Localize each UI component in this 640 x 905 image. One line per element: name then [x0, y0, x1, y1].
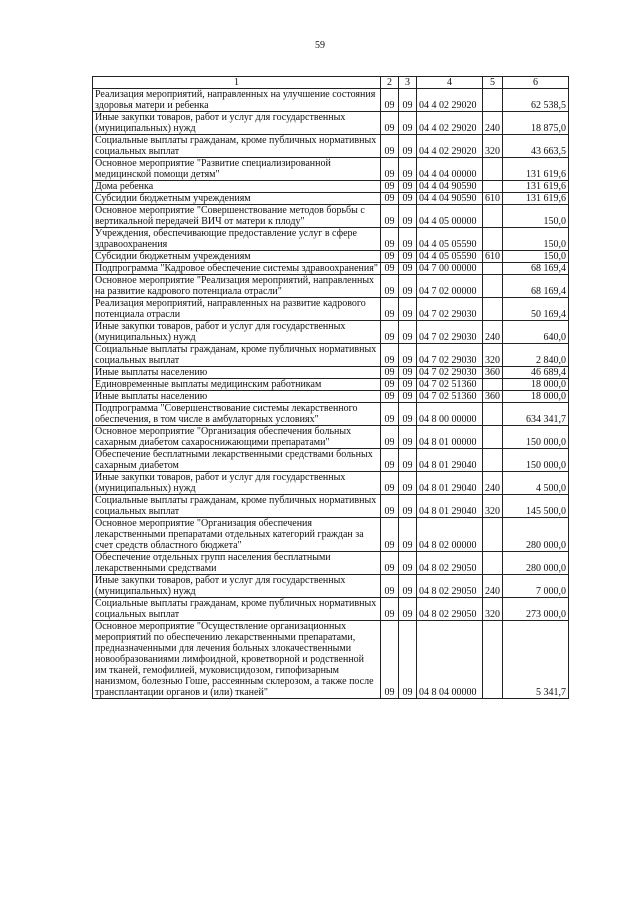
row-code: 04 4 05 00000	[417, 205, 483, 228]
row-name: Основное мероприятие "Развитие специализированной медицинской помощи детям"	[93, 158, 381, 181]
row-code: 04 7 02 51360	[417, 379, 483, 391]
page-number: 59	[315, 40, 325, 51]
table-row	[93, 518, 569, 552]
table-row	[93, 426, 569, 449]
row-name: Социальные выплаты гражданам, кроме публичных нормативных социальных выплат	[93, 495, 381, 518]
row-col-3: 09	[399, 298, 417, 321]
row-col-2: 09	[381, 181, 399, 193]
row-col-2: 09	[381, 275, 399, 298]
header-col-6: 6	[503, 77, 569, 89]
row-col-2: 09	[381, 367, 399, 379]
row-name: Основное мероприятие "Осуществление организационных мероприятий по обеспечению лекарственными препаратами, предназначенными для лечения больных злокачественными новообразованиями лимфоидной, кроветворной и родственной им тканей, гемофилией, муковисцидозом, гипофизарным нанизмом, болезнью Гоше, рассеянным склерозом, а также после трансплантации органов и (или) тканей"	[93, 621, 381, 699]
row-col-2: 09	[381, 263, 399, 275]
row-name: Иные закупки товаров, работ и услуг для государственных (муниципальных) нужд	[93, 112, 381, 135]
budget-table	[92, 76, 569, 699]
row-name: Учреждения, обеспечивающие предоставление услуг в сфере здравоохранения	[93, 228, 381, 251]
row-col-5	[483, 263, 503, 275]
row-code: 04 8 01 29040	[417, 472, 483, 495]
table-row	[93, 391, 569, 403]
row-col-2: 09	[381, 193, 399, 205]
row-col-3: 09	[399, 205, 417, 228]
row-col-5	[483, 552, 503, 575]
row-col-5	[483, 449, 503, 472]
table-row	[93, 321, 569, 344]
row-amount: 43 663,5	[503, 135, 569, 158]
row-col-5	[483, 228, 503, 251]
row-col-5	[483, 158, 503, 181]
row-col-3: 09	[399, 251, 417, 263]
row-amount: 7 000,0	[503, 575, 569, 598]
row-col-2: 09	[381, 518, 399, 552]
header-col-5: 5	[483, 77, 503, 89]
row-col-3: 09	[399, 228, 417, 251]
row-col-2: 09	[381, 449, 399, 472]
row-col-5: 240	[483, 472, 503, 495]
row-col-3: 09	[399, 552, 417, 575]
row-code: 04 8 01 29040	[417, 495, 483, 518]
row-col-3: 09	[399, 518, 417, 552]
row-col-2: 09	[381, 552, 399, 575]
header-col-2: 2	[381, 77, 399, 89]
row-col-2: 09	[381, 205, 399, 228]
row-col-5	[483, 181, 503, 193]
row-code: 04 4 02 29020	[417, 112, 483, 135]
row-name: Иные закупки товаров, работ и услуг для государственных (муниципальных) нужд	[93, 575, 381, 598]
row-code: 04 4 04 90590	[417, 193, 483, 205]
table-row	[93, 181, 569, 193]
row-col-2: 09	[381, 391, 399, 403]
row-amount: 280 000,0	[503, 552, 569, 575]
row-name: Иные закупки товаров, работ и услуг для государственных (муниципальных) нужд	[93, 321, 381, 344]
table-row	[93, 251, 569, 263]
row-col-3: 09	[399, 321, 417, 344]
row-amount: 68 169,4	[503, 275, 569, 298]
table-row	[93, 89, 569, 112]
row-col-3: 09	[399, 263, 417, 275]
row-name: Обеспечение бесплатными лекарственными средствами больных сахарным диабетом	[93, 449, 381, 472]
row-col-3: 09	[399, 275, 417, 298]
row-amount: 46 689,4	[503, 367, 569, 379]
row-code: 04 7 02 29030	[417, 321, 483, 344]
row-col-5	[483, 621, 503, 699]
row-col-5	[483, 205, 503, 228]
row-col-3: 09	[399, 158, 417, 181]
row-col-2: 09	[381, 321, 399, 344]
row-code: 04 8 02 29050	[417, 598, 483, 621]
table-row	[93, 449, 569, 472]
row-amount: 280 000,0	[503, 518, 569, 552]
row-amount: 640,0	[503, 321, 569, 344]
row-col-2: 09	[381, 426, 399, 449]
table-row	[93, 263, 569, 275]
row-code: 04 7 02 29030	[417, 367, 483, 379]
row-amount: 150,0	[503, 205, 569, 228]
header-col-1: 1	[93, 77, 381, 89]
row-amount: 634 341,7	[503, 403, 569, 426]
row-col-3: 09	[399, 112, 417, 135]
row-name: Дома ребенка	[93, 181, 381, 193]
row-code: 04 7 02 29030	[417, 344, 483, 367]
row-col-5: 360	[483, 391, 503, 403]
row-name: Субсидии бюджетным учреждениям	[93, 193, 381, 205]
row-amount: 131 619,6	[503, 158, 569, 181]
row-code: 04 7 02 51360	[417, 391, 483, 403]
table-row	[93, 158, 569, 181]
row-code: 04 7 02 29030	[417, 298, 483, 321]
row-amount: 131 619,6	[503, 193, 569, 205]
row-name: Реализация мероприятий, направленных на развитие кадрового потенциала отрасли	[93, 298, 381, 321]
row-code: 04 8 02 00000	[417, 518, 483, 552]
row-col-3: 09	[399, 472, 417, 495]
row-amount: 145 500,0	[503, 495, 569, 518]
row-name: Подпрограмма "Кадровое обеспечение системы здравоохранения"	[93, 263, 381, 275]
table-row	[93, 298, 569, 321]
row-col-2: 09	[381, 228, 399, 251]
table-row	[93, 379, 569, 391]
row-code: 04 8 04 00000	[417, 621, 483, 699]
header-col-4: 4	[417, 77, 483, 89]
row-col-3: 09	[399, 135, 417, 158]
row-amount: 50 169,4	[503, 298, 569, 321]
row-code: 04 8 01 29040	[417, 449, 483, 472]
row-col-2: 09	[381, 158, 399, 181]
row-code: 04 4 04 90590	[417, 181, 483, 193]
row-col-5: 320	[483, 135, 503, 158]
row-col-3: 09	[399, 426, 417, 449]
row-amount: 18 875,0	[503, 112, 569, 135]
row-code: 04 8 02 29050	[417, 575, 483, 598]
row-name: Социальные выплаты гражданам, кроме публичных нормативных социальных выплат	[93, 135, 381, 158]
row-col-2: 09	[381, 135, 399, 158]
row-col-5	[483, 403, 503, 426]
row-amount: 273 000,0	[503, 598, 569, 621]
row-col-2: 09	[381, 495, 399, 518]
row-amount: 150 000,0	[503, 426, 569, 449]
row-col-2: 09	[381, 472, 399, 495]
row-amount: 18 000,0	[503, 379, 569, 391]
row-name: Основное мероприятие "Реализация мероприятий, направленных на развитие кадрового потенциала отрасли"	[93, 275, 381, 298]
row-name: Социальные выплаты гражданам, кроме публичных нормативных социальных выплат	[93, 344, 381, 367]
row-amount: 5 341,7	[503, 621, 569, 699]
row-code: 04 4 05 05590	[417, 228, 483, 251]
table-row	[93, 344, 569, 367]
row-col-3: 09	[399, 621, 417, 699]
row-amount: 150,0	[503, 228, 569, 251]
table-header-row	[93, 77, 569, 89]
row-col-5: 360	[483, 367, 503, 379]
table-row	[93, 495, 569, 518]
row-col-3: 09	[399, 495, 417, 518]
table-row	[93, 472, 569, 495]
row-col-5	[483, 426, 503, 449]
row-col-5: 240	[483, 112, 503, 135]
row-name: Подпрограмма "Совершенствование системы лекарственного обеспечения, в том числе в амбулаторных условиях"	[93, 403, 381, 426]
row-amount: 2 840,0	[503, 344, 569, 367]
row-col-3: 09	[399, 89, 417, 112]
table-row	[93, 112, 569, 135]
row-col-2: 09	[381, 344, 399, 367]
row-col-5	[483, 89, 503, 112]
table-row	[93, 135, 569, 158]
row-code: 04 7 02 00000	[417, 275, 483, 298]
row-code: 04 8 02 29050	[417, 552, 483, 575]
table-row	[93, 367, 569, 379]
table-row	[93, 403, 569, 426]
row-col-5: 320	[483, 344, 503, 367]
row-col-2: 09	[381, 89, 399, 112]
row-name: Единовременные выплаты медицинским работникам	[93, 379, 381, 391]
row-col-5: 320	[483, 598, 503, 621]
row-col-3: 09	[399, 449, 417, 472]
row-amount: 4 500,0	[503, 472, 569, 495]
row-amount: 131 619,6	[503, 181, 569, 193]
row-name: Иные выплаты населению	[93, 367, 381, 379]
table-row	[93, 621, 569, 699]
table-row	[93, 275, 569, 298]
table-row	[93, 552, 569, 575]
row-name: Иные закупки товаров, работ и услуг для государственных (муниципальных) нужд	[93, 472, 381, 495]
table-body	[93, 89, 569, 699]
row-amount: 68 169,4	[503, 263, 569, 275]
row-col-2: 09	[381, 112, 399, 135]
row-amount: 150,0	[503, 251, 569, 263]
row-col-2: 09	[381, 575, 399, 598]
row-col-2: 09	[381, 598, 399, 621]
row-code: 04 4 02 29020	[417, 135, 483, 158]
row-name: Реализация мероприятий, направленных на улучшение состояния здоровья матери и ребенка	[93, 89, 381, 112]
header-col-3: 3	[399, 77, 417, 89]
row-col-2: 09	[381, 251, 399, 263]
row-code: 04 4 04 00000	[417, 158, 483, 181]
row-code: 04 7 00 00000	[417, 263, 483, 275]
row-col-3: 09	[399, 181, 417, 193]
table-row	[93, 205, 569, 228]
row-col-2: 09	[381, 621, 399, 699]
row-name: Иные выплаты населению	[93, 391, 381, 403]
row-name: Социальные выплаты гражданам, кроме публичных нормативных социальных выплат	[93, 598, 381, 621]
row-name: Основное мероприятие "Организация обеспечения больных сахарным диабетом сахароснижающими препаратами"	[93, 426, 381, 449]
row-col-2: 09	[381, 403, 399, 426]
row-col-5: 240	[483, 321, 503, 344]
table-row	[93, 575, 569, 598]
row-col-5	[483, 298, 503, 321]
row-name: Субсидии бюджетным учреждениям	[93, 251, 381, 263]
table-row	[93, 193, 569, 205]
row-col-3: 09	[399, 344, 417, 367]
row-col-5: 240	[483, 575, 503, 598]
row-col-2: 09	[381, 298, 399, 321]
row-name: Обеспечение отдельных групп населения бесплатными лекарственными средствами	[93, 552, 381, 575]
row-col-5	[483, 275, 503, 298]
row-col-3: 09	[399, 367, 417, 379]
row-col-3: 09	[399, 403, 417, 426]
row-col-3: 09	[399, 379, 417, 391]
row-amount: 150 000,0	[503, 449, 569, 472]
row-col-3: 09	[399, 193, 417, 205]
row-amount: 18 000,0	[503, 391, 569, 403]
row-col-2: 09	[381, 379, 399, 391]
row-col-3: 09	[399, 575, 417, 598]
row-code: 04 8 01 00000	[417, 426, 483, 449]
row-col-5	[483, 518, 503, 552]
row-col-5	[483, 379, 503, 391]
row-code: 04 4 05 05590	[417, 251, 483, 263]
row-amount: 62 538,5	[503, 89, 569, 112]
row-name: Основное мероприятие "Совершенствование методов борьбы с вертикальной передачей ВИЧ от матери к плоду"	[93, 205, 381, 228]
row-col-3: 09	[399, 391, 417, 403]
table-row	[93, 228, 569, 251]
row-code: 04 8 00 00000	[417, 403, 483, 426]
row-col-5: 610	[483, 193, 503, 205]
row-col-5: 610	[483, 251, 503, 263]
row-col-5: 320	[483, 495, 503, 518]
table-row	[93, 598, 569, 621]
row-code: 04 4 02 29020	[417, 89, 483, 112]
row-col-3: 09	[399, 598, 417, 621]
row-name: Основное мероприятие "Организация обеспечения лекарственными препаратами отдельных категорий граждан за счет средств областного бюджета"	[93, 518, 381, 552]
